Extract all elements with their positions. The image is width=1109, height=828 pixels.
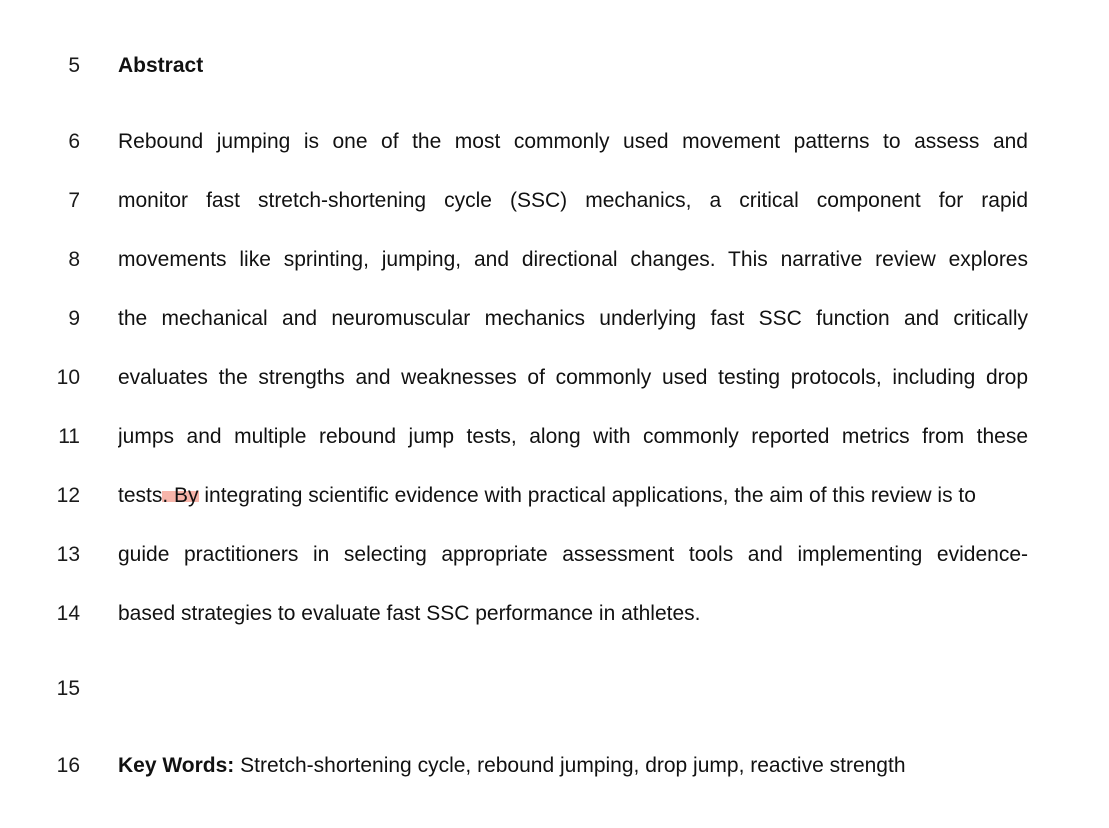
line-11: [0, 421, 1109, 453]
line-16: [0, 750, 1109, 782]
keywords-line: [118, 750, 906, 782]
abstract-text-line: evaluates the strengths and weaknesses of commonly used testing protocols, including drop: [118, 366, 1028, 389]
line-number: 15: [56, 677, 80, 700]
line-number: 9: [68, 307, 80, 330]
line-10: [0, 362, 1109, 394]
line-number: 10: [56, 366, 80, 389]
line-6: [0, 126, 1109, 158]
keywords-label: Key Words:: [118, 754, 235, 777]
line-number: 13: [56, 543, 80, 566]
line-number: 7: [68, 189, 80, 212]
line-number: 8: [68, 248, 80, 271]
abstract-heading: Abstract: [118, 54, 204, 77]
line-number: 11: [58, 425, 80, 448]
line-number: 5: [68, 54, 80, 77]
line-13: [0, 539, 1109, 571]
text-segment: integrating scientific evidence with practical applications, the aim of this review is to: [198, 484, 976, 507]
line-number: 16: [56, 754, 80, 777]
line-number: 14: [56, 602, 80, 625]
line-12: [0, 480, 1109, 512]
abstract-text-line: movements like sprinting, jumping, and directional changes. This narrative review explores: [118, 248, 1028, 271]
line-number: 6: [68, 130, 80, 153]
line-15: [0, 673, 1109, 705]
line-number: 12: [56, 484, 80, 507]
abstract-text-line: based strategies to evaluate fast SSC performance in athletes.: [118, 602, 701, 625]
abstract-text-line: Rebound jumping is one of the most commonly used movement patterns to assess and: [118, 130, 1028, 153]
abstract-text-line: [118, 480, 976, 512]
line-5: [0, 50, 1109, 82]
keywords-text: Stretch-shortening cycle, rebound jumping, drop jump, reactive strength: [234, 754, 906, 777]
abstract-text-line: guide practitioners in selecting appropriate assessment tools and implementing evidence-: [118, 543, 1028, 566]
abstract-text-line: monitor fast stretch-shortening cycle (SSC) mechanics, a critical component for rapid: [118, 189, 1028, 212]
line-8: [0, 244, 1109, 276]
line-7: [0, 185, 1109, 217]
text-segment: tests: [118, 484, 163, 507]
line-14: [0, 598, 1109, 630]
line-9: [0, 303, 1109, 335]
abstract-text-line: jumps and multiple rebound jump tests, along with commonly reported metrics from these: [118, 425, 1028, 448]
highlighted-text[interactable]: . By: [162, 484, 199, 507]
abstract-text-line: the mechanical and neuromuscular mechanics underlying fast SSC function and critically: [118, 307, 1028, 330]
